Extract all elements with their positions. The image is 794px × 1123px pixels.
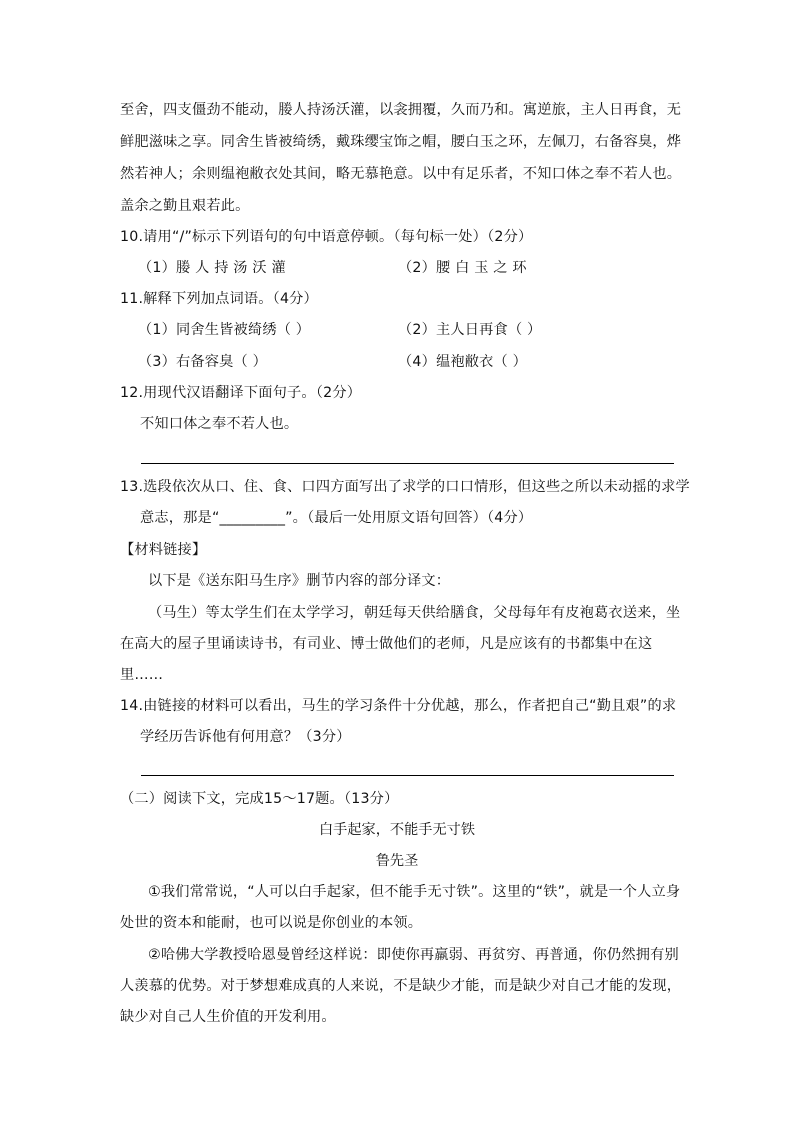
question-11-item-4: （4）缊袍敝衣（ ） [398, 354, 528, 370]
answer-line-q14[interactable] [141, 775, 674, 776]
article-title: 白手起家，不能手无寸铁 [318, 822, 476, 838]
question-14-line-2: 学经历告诉他有何用意？（3分） [140, 729, 351, 745]
question-11-stem: 11.解释下列加点词语。（4分） [120, 291, 318, 307]
question-12-stem: 12.用现代汉语翻译下面句子。（2分） [120, 385, 362, 401]
paragraph-2-line-3: 缺少对自己人生价值的开发利用。 [120, 1009, 336, 1025]
paragraph-2-line-2: 人羡慕的优势。对于梦想难成真的人来说，不是缺少才能，而是缺少对自己才能的发现， [120, 978, 682, 994]
passage-line-1: 至舍，四支僵劲不能动，媵人持汤沃灌，以衾拥覆，久而乃和。寓逆旅，主人日再食，无 [120, 102, 682, 118]
material-line-3: 里…… [120, 667, 164, 683]
question-11-item-1: （1）同舍生皆被绮绣（ ） [138, 322, 311, 338]
material-heading: 【材料链接】 [120, 542, 207, 558]
passage-line-3: 然若神人；余则缊袍敝衣处其间，略无慕艳意。以中有足乐者，不知口体之奉不若人也。 [120, 166, 682, 182]
material-intro: 以下是《送东阳马生序》删节内容的部分译文： [148, 573, 451, 589]
passage-line-4: 盖余之勤且艰若此。 [120, 198, 250, 214]
material-line-1: （马生）等太学生们在太学学习，朝廷每天供给膳食，父母每年有皮袍葛衣送来，坐 [148, 605, 681, 621]
question-10-stem: 10.请用“/”标示下列语句的句中语意停顿。（每句标一处）（2分） [120, 229, 533, 245]
answer-line-q12[interactable] [141, 463, 674, 464]
question-11-item-2: （2）主人日再食（ ） [398, 322, 542, 338]
paragraph-2-line-1: ②哈佛大学教授哈恩曼曾经这样说：即使你再羸弱、再贫穷、再普通，你仍然拥有别 [148, 947, 679, 963]
question-13-line-2: 意志，那是“_________”。（最后一处用原文语句回答）（4分） [140, 510, 533, 526]
question-14-line-1: 14.由链接的材料可以看出，马生的学习条件十分优越，那么，作者把自己“勤且艰”的求 [120, 698, 677, 714]
passage-line-2: 鲜肥滋味之享。同舍生皆被绮绣，戴珠缨宝饰之帽，腰白玉之环，左佩刀，右备容臭，烨 [120, 134, 682, 150]
question-10-item-1: （1）媵 人 持 汤 沃 灌 [138, 260, 286, 276]
question-11-item-3: （3）右备容臭（ ） [138, 354, 268, 370]
article-author: 鲁先圣 [375, 853, 419, 869]
paragraph-1-line-1: ①我们常常说，“人可以白手起家，但不能手无寸铁”。这里的“铁”，就是一个人立身 [148, 884, 681, 900]
paragraph-1-line-2: 处世的资本和能耐，也可以说是你创业的本领。 [120, 915, 423, 931]
section-2-heading: （二）阅读下文，完成15～17题。（13分） [120, 791, 399, 807]
question-10-item-2: （2）腰 白 玉 之 环 [398, 260, 527, 276]
material-line-2: 在高大的屋子里诵读诗书，有司业、博士做他们的老师，凡是应该有的书都集中在这 [120, 636, 653, 652]
question-12-sentence: 不知口体之奉不若人也。 [140, 416, 299, 432]
question-13-line-1: 13.选段依次从口、住、食、口四方面写出了求学的口口情形，但这些之所以未动摇的求学 [120, 479, 690, 495]
